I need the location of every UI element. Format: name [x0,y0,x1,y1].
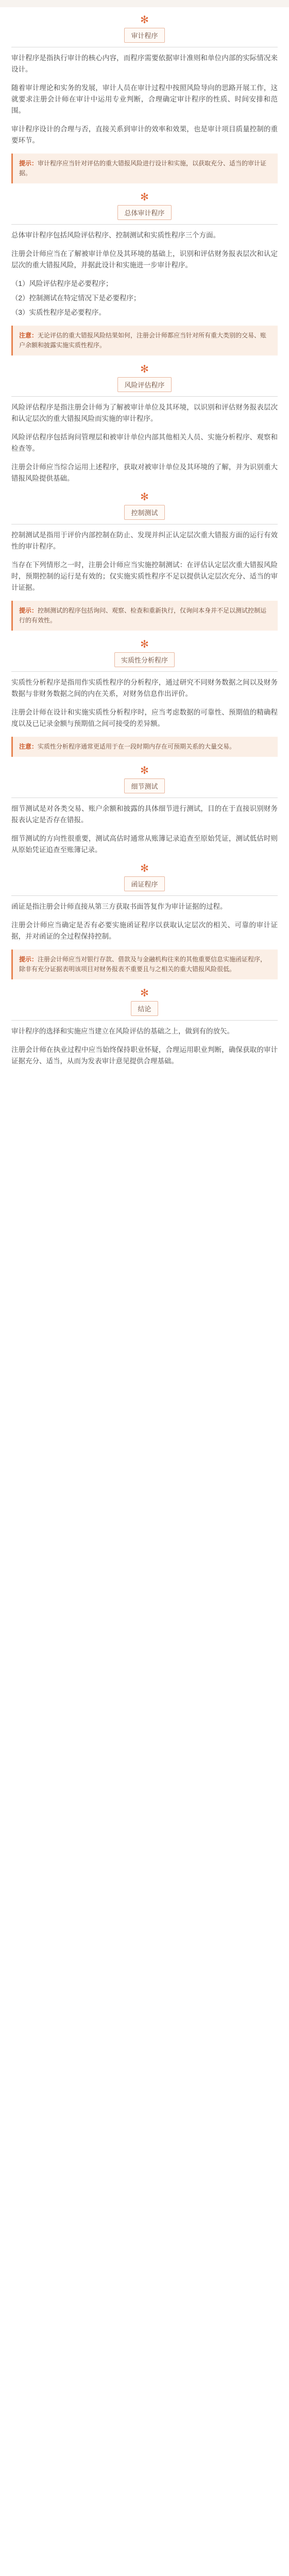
section-title: 控制测试 [124,505,164,520]
callout-box [11,601,278,631]
paragraph: 风险评估程序是指注册会计师为了解被审计单位及其环境，以识别和评估财务报表层次和认定层次的重大错报风险而实施的审计程序。 [11,403,278,422]
divider [11,224,278,225]
callout-text: 实质性分析程序通常更适用于在一段时期内存在可预期关系的大量交易。 [38,743,236,750]
decor-icon: ✻ [140,639,149,650]
paragraph: 注册会计师在执业过程中应当始终保持职业怀疑，合理运用职业判断，确保获取的审计证据充分、适当，从而为发表审计意见提供合理基础。 [11,1046,278,1065]
section-heading [11,988,278,1016]
callout-heading: 注意： [19,332,38,339]
paragraph: 实质性分析程序是指用作实质性程序的分析程序，通过研究不同财务数据之间以及财务数据与非财务数据之间的内在关系，对财务信息作出评价。 [11,679,278,698]
decor-icon: ✻ [140,192,149,203]
paragraph: 细节测试的方向性很重要，测试高估时通常从账簿记录追查至原始凭证，测试低估时则从原始凭证追查至账簿记录。 [11,835,278,854]
decor-icon: ✻ [140,364,149,375]
divider [11,1020,278,1021]
list-item: （2）控制测试在特定情况下是必要程序； [11,294,141,302]
paragraph: 注册会计师应当综合运用上述程序，获取对被审计单位及其环境的了解，并为识别重大错报风险提供基础。 [11,463,278,482]
callout-text: 注册会计师应当对银行存款、借款及与金融机构往来的其他重要信息实施函证程序，除非有充分证据表明该项目对财务报表不重要且与之相关的重大错报风险很低。 [19,956,267,973]
callout-text: 控制测试的程序包括询问、观察、检查和重新执行，仅询问本身并不足以测试控制运行的有效性。 [19,607,267,624]
section-heading [11,192,278,220]
callout-box [11,154,278,183]
section-title: 函证程序 [124,876,164,891]
section-title: 审计程序 [124,28,164,43]
callout-box [11,950,278,979]
callout-text: 无论评估的重大错报风险结果如何，注册会计师都应当针对所有重大类别的交易、账户余额和披露实施实质性程序。 [19,332,267,349]
paragraph: 风险评估程序包括询问管理层和被审计单位内部其他相关人员、实施分析程序、观察和检查等。 [11,433,278,452]
paragraph: 总体审计程序包括风险评估程序、控制测试和实质性程序三个方面。 [11,231,220,239]
article-body [0,0,289,1067]
decor-icon: ✻ [140,765,149,776]
divider [11,671,278,672]
divider [11,895,278,896]
paragraph: 审计程序的选择和实施应当建立在风险评估的基础之上，做到有的放矢。 [11,1027,234,1035]
decor-icon: ✻ [140,863,149,874]
section-heading [11,492,278,520]
paragraph: 注册会计师应当确定是否有必要实施函证程序以获取认定层次的相关、可靠的审计证据，并对函证的全过程保持控制。 [11,921,278,940]
callout-box [11,326,278,355]
section-heading [11,364,278,392]
section-title: 结论 [131,1001,158,1016]
paragraph: 注册会计师在设计和实施实质性分析程序时，应当考虑数据的可靠性、预期值的精确程度以及已记录金额与预期值之间可接受的差异额。 [11,708,278,727]
section-title: 风险评估程序 [117,377,171,392]
decor-icon: ✻ [140,492,149,503]
list-item: （3）实质性程序是必要程序。 [11,309,106,316]
section-heading [11,639,278,667]
paragraph: 注册会计师应当在了解被审计单位及其环境的基础上，识别和评估财务报表层次和认定层次的重大错报风险，并据此设计和实施进一步审计程序。 [11,250,278,269]
paragraph: 审计程序是指执行审计的核心内容，而程序需要依据审计准则和单位内部的实际情况来设计。 [11,54,278,73]
top-banner [0,0,289,7]
callout-heading: 提示： [19,607,38,614]
paragraph: 随着审计理论和实务的发展，审计人员在审计过程中按照风险导向的思路开展工作，这就要求注册会计师在审计中运用专业判断，合理确定审计程序的性质、时间安排和范围。 [11,84,278,114]
decor-icon: ✻ [140,14,149,26]
callout-box [11,737,278,757]
paragraph: 细节测试是对各类交易、账户余额和披露的具体细节进行测试，目的在于直接识别财务报表认定是否存在错报。 [11,805,278,824]
section-heading [11,765,278,793]
callout-heading: 注意： [19,743,38,750]
callout-heading: 提示： [19,160,38,167]
section-title: 细节测试 [124,778,164,793]
section-heading [11,14,278,43]
section-title: 实质性分析程序 [114,652,175,667]
list-item: （1）风险评估程序是必要程序； [11,280,113,287]
numbered-list [11,278,278,318]
paragraph: 当存在下列情形之一时，注册会计师应当实施控制测试：在评估认定层次重大错报风险时，预期控制的运行是有效的；仅实施实质性程序不足以提供认定层次充分、适当的审计证据。 [11,561,278,591]
paragraph: 控制测试是指用于评价内部控制在防止、发现并纠正认定层次重大错报方面的运行有效性的审计程序。 [11,531,278,550]
paragraph: 函证是指注册会计师直接从第三方获取书面答复作为审计证据的过程。 [11,903,227,910]
callout-text: 审计程序应当针对评估的重大错报风险进行设计和实施，以获取充分、适当的审计证据。 [19,160,267,177]
section-heading [11,863,278,891]
paragraph: 审计程序设计的合理与否，直接关系到审计的效率和效果，也是审计项目质量控制的重要环节。 [11,125,278,144]
decor-icon: ✻ [140,988,149,999]
divider [11,396,278,397]
callout-heading: 提示： [19,956,38,963]
section-title: 总体审计程序 [117,205,171,220]
